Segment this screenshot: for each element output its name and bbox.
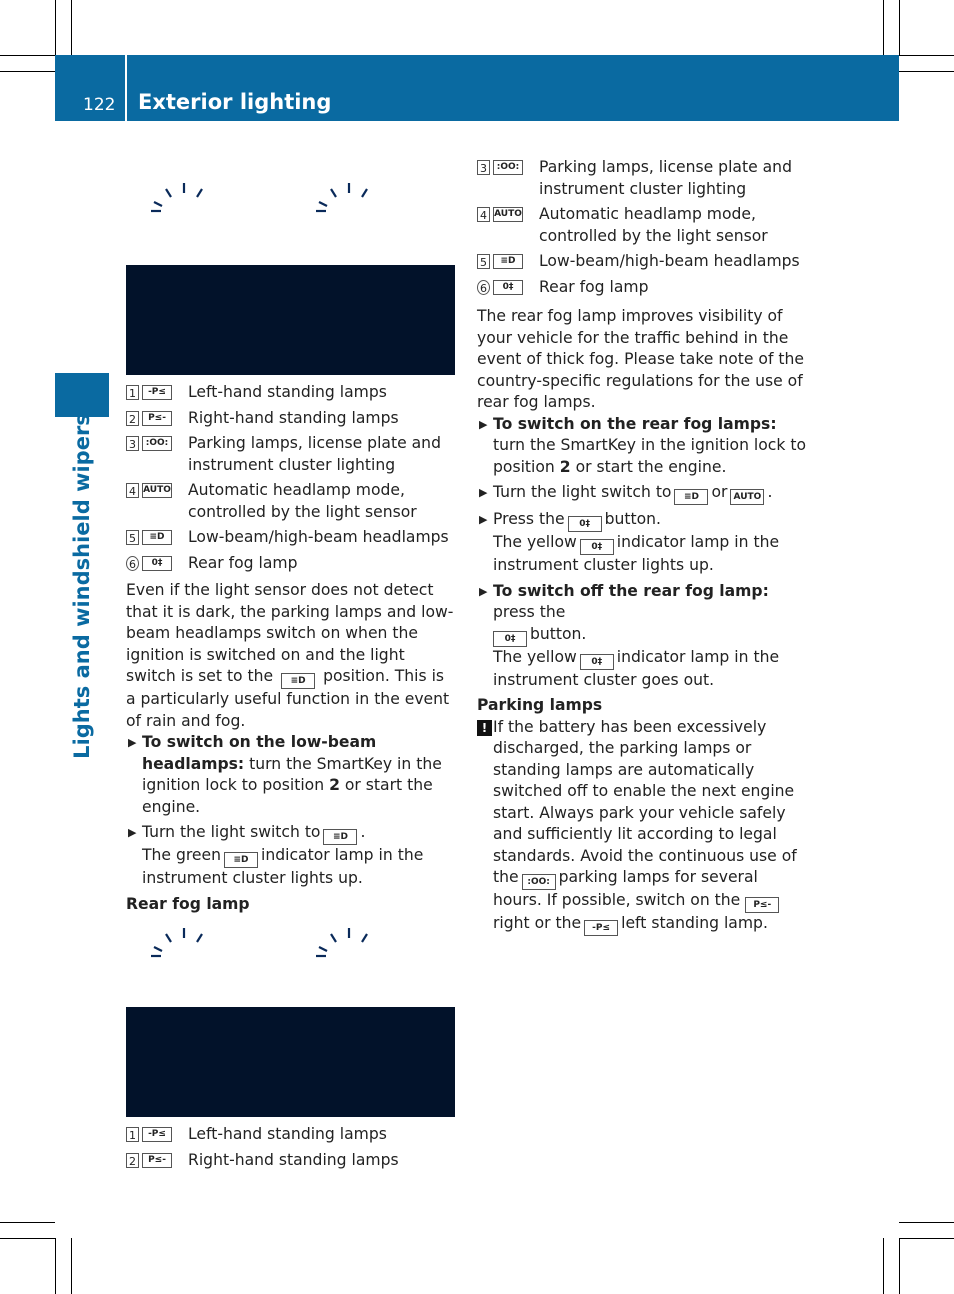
instrument-image-1: [126, 265, 455, 375]
legend-text: Parking lamps, license plate and instrument cluster lighting: [188, 434, 441, 474]
right-column: [477, 157, 809, 936]
legend-item: [477, 204, 809, 247]
rear-fog-icon: 0‡: [580, 539, 614, 555]
arrow-icon: ▶: [479, 513, 488, 526]
rear-fog-icon: 0‡: [568, 516, 602, 532]
section-title: Exterior lighting: [138, 90, 332, 114]
arrow-icon: ▶: [128, 736, 137, 749]
low-beam-icon: ≡D: [224, 852, 258, 868]
legend-text: Low-beam/high-beam headlamps: [539, 252, 800, 270]
instruction-step: ▶ Press the 0‡ button. The yellow 0‡ indicator lamp in the instrument cluster lights up.: [479, 510, 780, 574]
left-standing-lamp-icon: -P≤: [584, 920, 618, 936]
legend-number: 5: [126, 530, 139, 545]
legend-item: [126, 382, 458, 404]
subsection-heading: Rear fog lamp: [126, 894, 250, 913]
legend-item: [126, 433, 458, 476]
warning-note: ! If the battery has been excessively discharged, the parking lamps or standing lamps are automatically switched off to enable the next engine start. Always park your vehicle safely and sufficiently lit according to legal standards. Avoid the continuous use of the :OO: parking lamps for several hours. If possible, switch on the P≤-right or the -P≤ left standing lamp.: [477, 717, 809, 937]
arrow-icon: ▶: [128, 826, 137, 839]
legend-keys: [126, 483, 172, 498]
low-beam-icon: ≡D: [674, 489, 708, 505]
crop-mark: [899, 71, 954, 72]
legend-text: Left-hand standing lamps: [188, 383, 387, 401]
crop-mark: [0, 55, 55, 56]
low-beam-icon: ≡D: [281, 673, 315, 689]
instruction-step: ▶ Turn the light switch to ≡D . The green ≡D indicator lamp in the instrument cluster lights up.: [128, 823, 424, 887]
legend-number: 6: [126, 556, 139, 571]
legend-text: Right-hand standing lamps: [188, 1150, 399, 1169]
lamp-symbol-icon: 0‡: [493, 280, 523, 295]
legend-item: [126, 408, 458, 430]
instruction-step: ▶ To switch on the rear fog lamps: turn the SmartKey in the ignition lock to position 2 or start the engine.: [479, 414, 807, 476]
legend-number: 1: [126, 385, 139, 400]
crop-mark: [0, 1238, 55, 1239]
lamp-symbol-icon: ≡D: [493, 254, 523, 269]
lamp-symbol-icon: -P≤: [142, 1127, 172, 1142]
chapter-tab: [55, 373, 109, 417]
legend-number: 3: [126, 436, 139, 451]
right-standing-lamp-icon: P≤-: [745, 897, 779, 913]
chapter-label: Lights and windshield wipers: [70, 413, 94, 759]
legend-keys: [126, 436, 172, 451]
light-switch-figure-bottom: [126, 920, 455, 970]
legend-text: Rear fog lamp: [188, 553, 298, 572]
legend-number: 3: [477, 160, 490, 175]
crop-mark: [899, 55, 954, 56]
legend-item: [126, 480, 458, 523]
legend-number: 6: [477, 280, 490, 295]
lamp-symbol-icon: 0‡: [142, 556, 172, 571]
legend-keys: [477, 254, 523, 269]
instruction-step: ▶ To switch off the rear fog lamp: press the 0‡ button. The yellow 0‡ indicator lamp in the instrument cluster goes out.: [479, 581, 780, 689]
legend-text: Right-hand standing lamps: [188, 408, 399, 427]
instruction-step: ▶ Turn the light switch to ≡D or AUTO .: [477, 482, 809, 505]
page-header: [55, 55, 899, 121]
legend-number: 4: [477, 207, 490, 222]
crop-mark: [899, 1222, 954, 1223]
legend-number: 5: [477, 254, 490, 269]
lamp-symbol-icon: P≤-: [142, 1153, 172, 1168]
crop-mark: [883, 1238, 884, 1294]
legend-number: 4: [126, 483, 139, 498]
legend-item: [477, 157, 809, 200]
legend-keys: [126, 1153, 172, 1168]
lamp-symbol-icon: AUTO: [493, 207, 523, 222]
legend-item: [126, 553, 458, 575]
legend-text: Parking lamps, license plate and instrument cluster lighting: [539, 158, 792, 198]
lamp-symbol-icon: ≡D: [142, 530, 172, 545]
crop-mark: [55, 0, 56, 55]
legend-keys: [126, 530, 172, 545]
legend-text: Left-hand standing lamps: [188, 1125, 387, 1143]
lamp-symbol-icon: -P≤: [142, 385, 172, 400]
crop-mark: [0, 1222, 55, 1223]
left-column-bottom: [126, 1124, 458, 1175]
arrow-icon: ▶: [479, 486, 488, 499]
legend-keys: [126, 385, 172, 400]
crop-mark: [899, 1238, 954, 1239]
rear-fog-icon: 0‡: [493, 631, 527, 647]
legend-keys: [126, 411, 172, 426]
light-switch-figure-top: [126, 175, 455, 225]
left-column: [126, 382, 458, 915]
arrow-icon: ▶: [479, 584, 488, 598]
crop-mark: [899, 0, 900, 55]
header-divider: [125, 55, 127, 121]
crop-mark: [55, 1238, 56, 1294]
legend-number: 2: [126, 1153, 139, 1168]
legend-text: Automatic headlamp mode, controlled by the light sensor: [539, 205, 768, 245]
warning-icon: !: [477, 720, 492, 736]
page-number: 122: [83, 95, 116, 115]
lamp-symbol-icon: AUTO: [142, 483, 172, 498]
legend-keys: [477, 280, 523, 295]
legend-keys: [477, 160, 523, 175]
legend-item: [126, 527, 458, 549]
legend-item: [477, 251, 809, 273]
lamp-symbol-icon: P≤-: [142, 411, 172, 426]
paragraph: Even if the light sensor does not detect that it is dark, the parking lamps and low-beam headlamps switch on when the ignition is switched on and the light switch is set to the ≡D position. This is a particularly useful function in the event of rain and fog.: [126, 581, 454, 730]
crop-mark: [71, 1238, 72, 1294]
paragraph: The rear fog lamp improves visibility of your vehicle for the traffic behind in the event of thick fog. Please take note of the country-specific regulations for the use of rear fog lamps.: [477, 307, 805, 411]
legend-number: 2: [126, 411, 139, 426]
instruction-step: ▶ To switch on the low-beam headlamps: turn the SmartKey in the ignition lock to position 2 or start the engine.: [128, 733, 442, 816]
crop-mark: [0, 71, 55, 72]
parking-lamps-icon: :OO:: [522, 874, 556, 890]
legend-text: Rear fog lamp: [539, 277, 649, 296]
auto-icon: AUTO: [730, 489, 764, 505]
arrow-icon: ▶: [479, 417, 488, 431]
lamp-symbol-icon: :OO:: [493, 160, 523, 175]
instrument-image-2: [126, 1007, 455, 1117]
legend-keys: [126, 1127, 172, 1142]
subsection-heading: Parking lamps: [477, 696, 603, 714]
crop-mark: [883, 0, 884, 55]
low-beam-icon: ≡D: [323, 829, 357, 845]
legend-item: [126, 1124, 458, 1146]
legend-number: 1: [126, 1127, 139, 1142]
legend-item: [477, 277, 809, 299]
legend-text: Automatic headlamp mode, controlled by the light sensor: [188, 481, 417, 521]
legend-item: [126, 1150, 458, 1172]
legend-keys: [126, 556, 172, 571]
crop-mark: [71, 0, 72, 55]
crop-mark: [899, 1238, 900, 1294]
rear-fog-icon: 0‡: [580, 654, 614, 670]
lamp-symbol-icon: :OO:: [142, 436, 172, 451]
legend-text: Low-beam/high-beam headlamps: [188, 528, 449, 546]
legend-keys: [477, 207, 523, 222]
